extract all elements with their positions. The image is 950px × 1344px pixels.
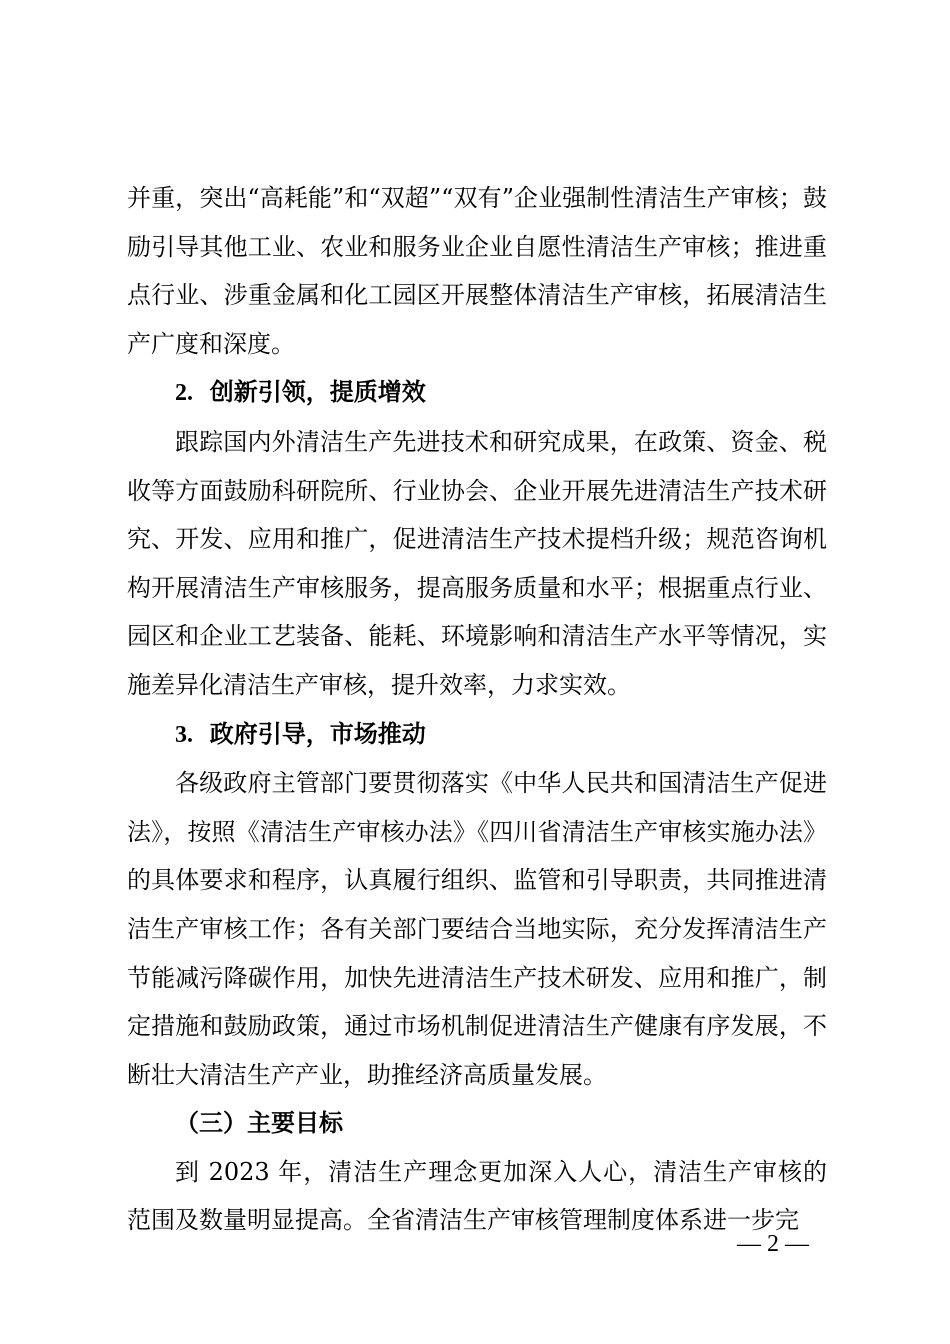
section-heading-goals: （三）主要目标 [175, 1108, 343, 1138]
paragraph-innovation: 跟踪国内外清洁生产先进技术和研究成果，在政策、资金、税收等方面鼓励科研院所、行业协会、企业开展先进清洁生产技术研究、开发、应用和推广，促进清洁生产技术提档升级；规范咨询机构开展清洁生产审核服务，提高服务质量和水平；根据重点行业、园区和企业工艺装备、能耗、环境影响和清洁生产水平等情况，实施差异化清洁生产审核，提升效率，力求实效。 [127, 427, 827, 699]
document-body [127, 174, 827, 1245]
page-number: — 2 — [737, 1231, 809, 1257]
heading-number: 3. [175, 721, 193, 748]
paragraph-continued: 并重，突出“高耗能”和“双超”“双有”企业强制性清洁生产审核；鼓励引导其他工业、农业和服务业企业自愿性清洁生产审核；推进重点行业、涉重金属和化工园区开展整体清洁生产审核，拓展清洁生产广度和深度。 [127, 184, 827, 358]
paragraph-government: 各级政府主管部门要贯彻落实《中华人民共和国清洁生产促进法》，按照《清洁生产审核办法》《四川省清洁生产审核实施办法》的具体要求和程序，认真履行组织、监管和引导职责，共同推进清洁生产审核工作；各有关部门要结合当地实际，充分发挥清洁生产节能减污降碳作用，加快先进清洁生产技术研发、应用和推广，制定措施和鼓励政策，通过市场机制促进清洁生产健康有序发展，不断壮大清洁生产产业，助推经济高质量发展。 [127, 769, 827, 1089]
section-heading-3 [127, 710, 827, 760]
section-heading-2 [127, 368, 827, 418]
heading-number: 2. [175, 380, 193, 407]
heading-text: 创新引领，提质增效 [209, 377, 426, 407]
paragraph-goals: 到 2023 年，清洁生产理念更加深入人心，清洁生产审核的范围及数量明显提高。全省清洁生产审核管理制度体系进一步完 [127, 1157, 827, 1235]
heading-text: 政府引导，市场推动 [209, 718, 426, 748]
